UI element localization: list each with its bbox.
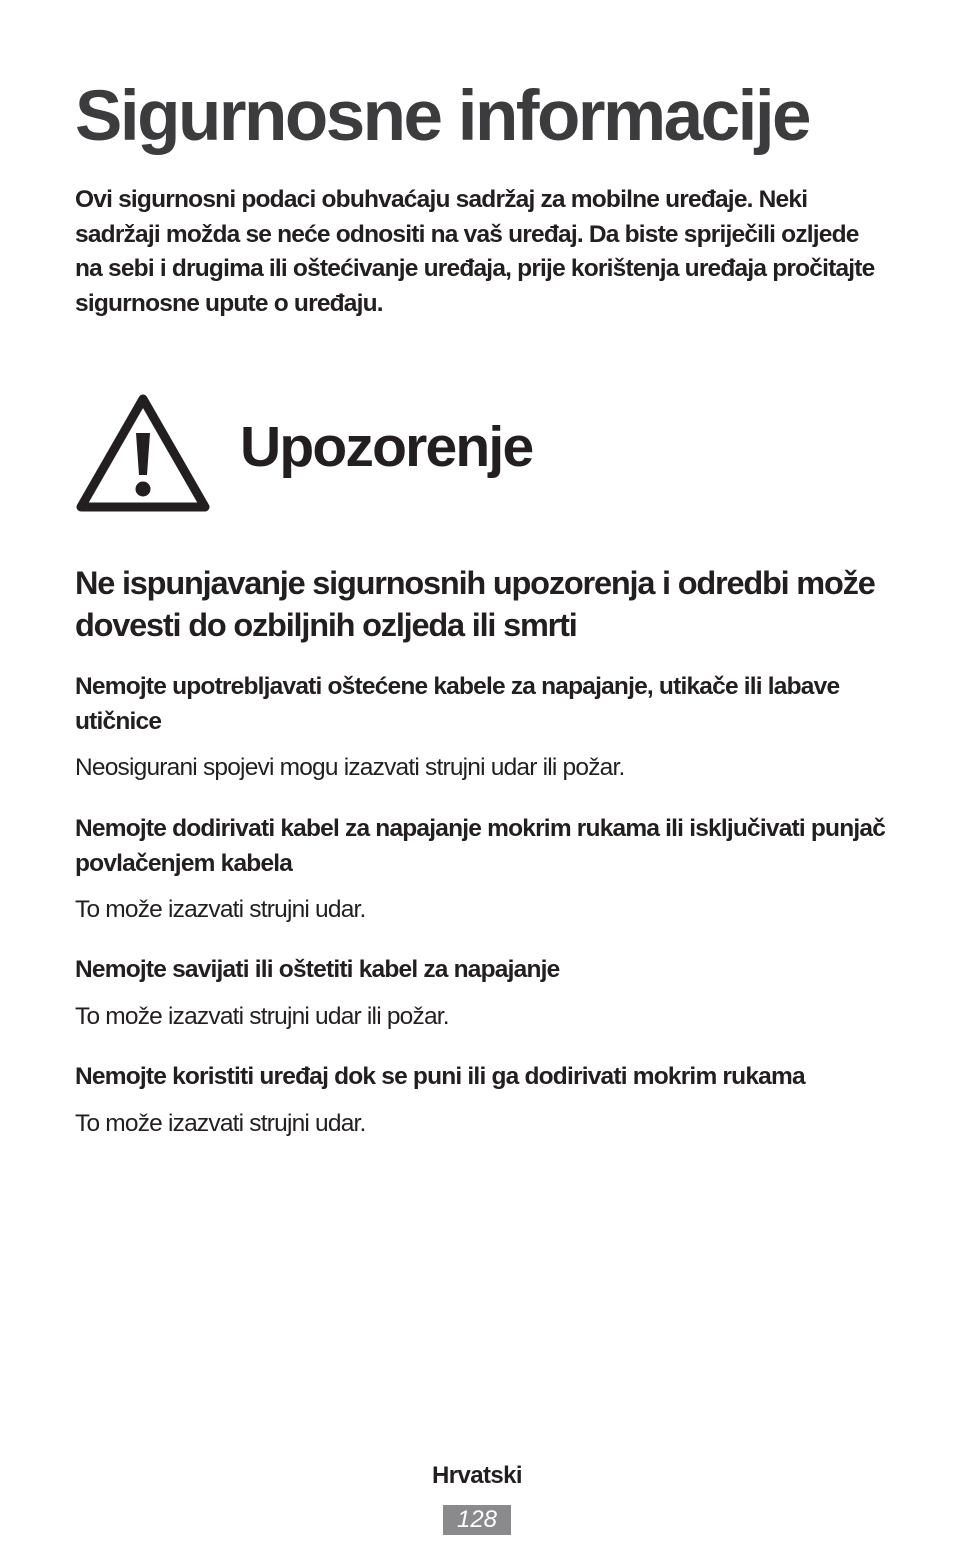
page-title: Sigurnosne informacije bbox=[75, 77, 810, 156]
safety-item bbox=[75, 670, 890, 785]
footer-language: Hrvatski bbox=[432, 1462, 522, 1489]
warning-title: Upozorenje bbox=[240, 415, 533, 479]
safety-item bbox=[75, 953, 890, 1034]
safety-item-body: To može izazvati strujni udar ili požar. bbox=[75, 1002, 449, 1030]
safety-item-heading: Nemojte koristiti uređaj dok se puni ili ga dodirivati mokrim rukama bbox=[75, 1063, 805, 1090]
safety-item-heading: Nemojte upotrebljavati oštećene kabele za napajanje, utikače ili labave utičnice bbox=[75, 673, 840, 735]
safety-item-heading: Nemojte dodirivati kabel za napajanje mokrim rukama ili isključivati punjač povlačenjem kabela bbox=[75, 815, 886, 877]
safety-item-body: To može izazvati strujni udar. bbox=[75, 1109, 366, 1137]
safety-item-body: To može izazvati strujni udar. bbox=[75, 896, 366, 923]
safety-item-body: Neosigurani spojevi mogu izazvati strujni udar ili požar. bbox=[75, 754, 625, 781]
intro-paragraph: Ovi sigurnosni podaci obuhvaćaju sadržaj za mobilne uređaje. Neki sadržaji možda se neće odnositi na vaš uređaj. Da biste spriječili ozljede na sebi i drugima ili oštećivanje uređaja, prije korištenja uređaja pročitajte sigurnosne upute o uređaju. bbox=[75, 186, 875, 317]
safety-item-heading: Nemojte savijati ili oštetiti kabel za napajanje bbox=[75, 956, 560, 983]
warning-triangle-icon bbox=[75, 393, 211, 515]
warning-header bbox=[75, 393, 890, 518]
warning-section-heading: Ne ispunjavanje sigurnosnih upozorenja i odredbi može dovesti do ozbiljnih ozljeda ili smrti bbox=[75, 565, 875, 643]
safety-item bbox=[75, 1060, 890, 1141]
page-number-badge: 128 bbox=[443, 1505, 511, 1535]
safety-item bbox=[75, 812, 890, 927]
